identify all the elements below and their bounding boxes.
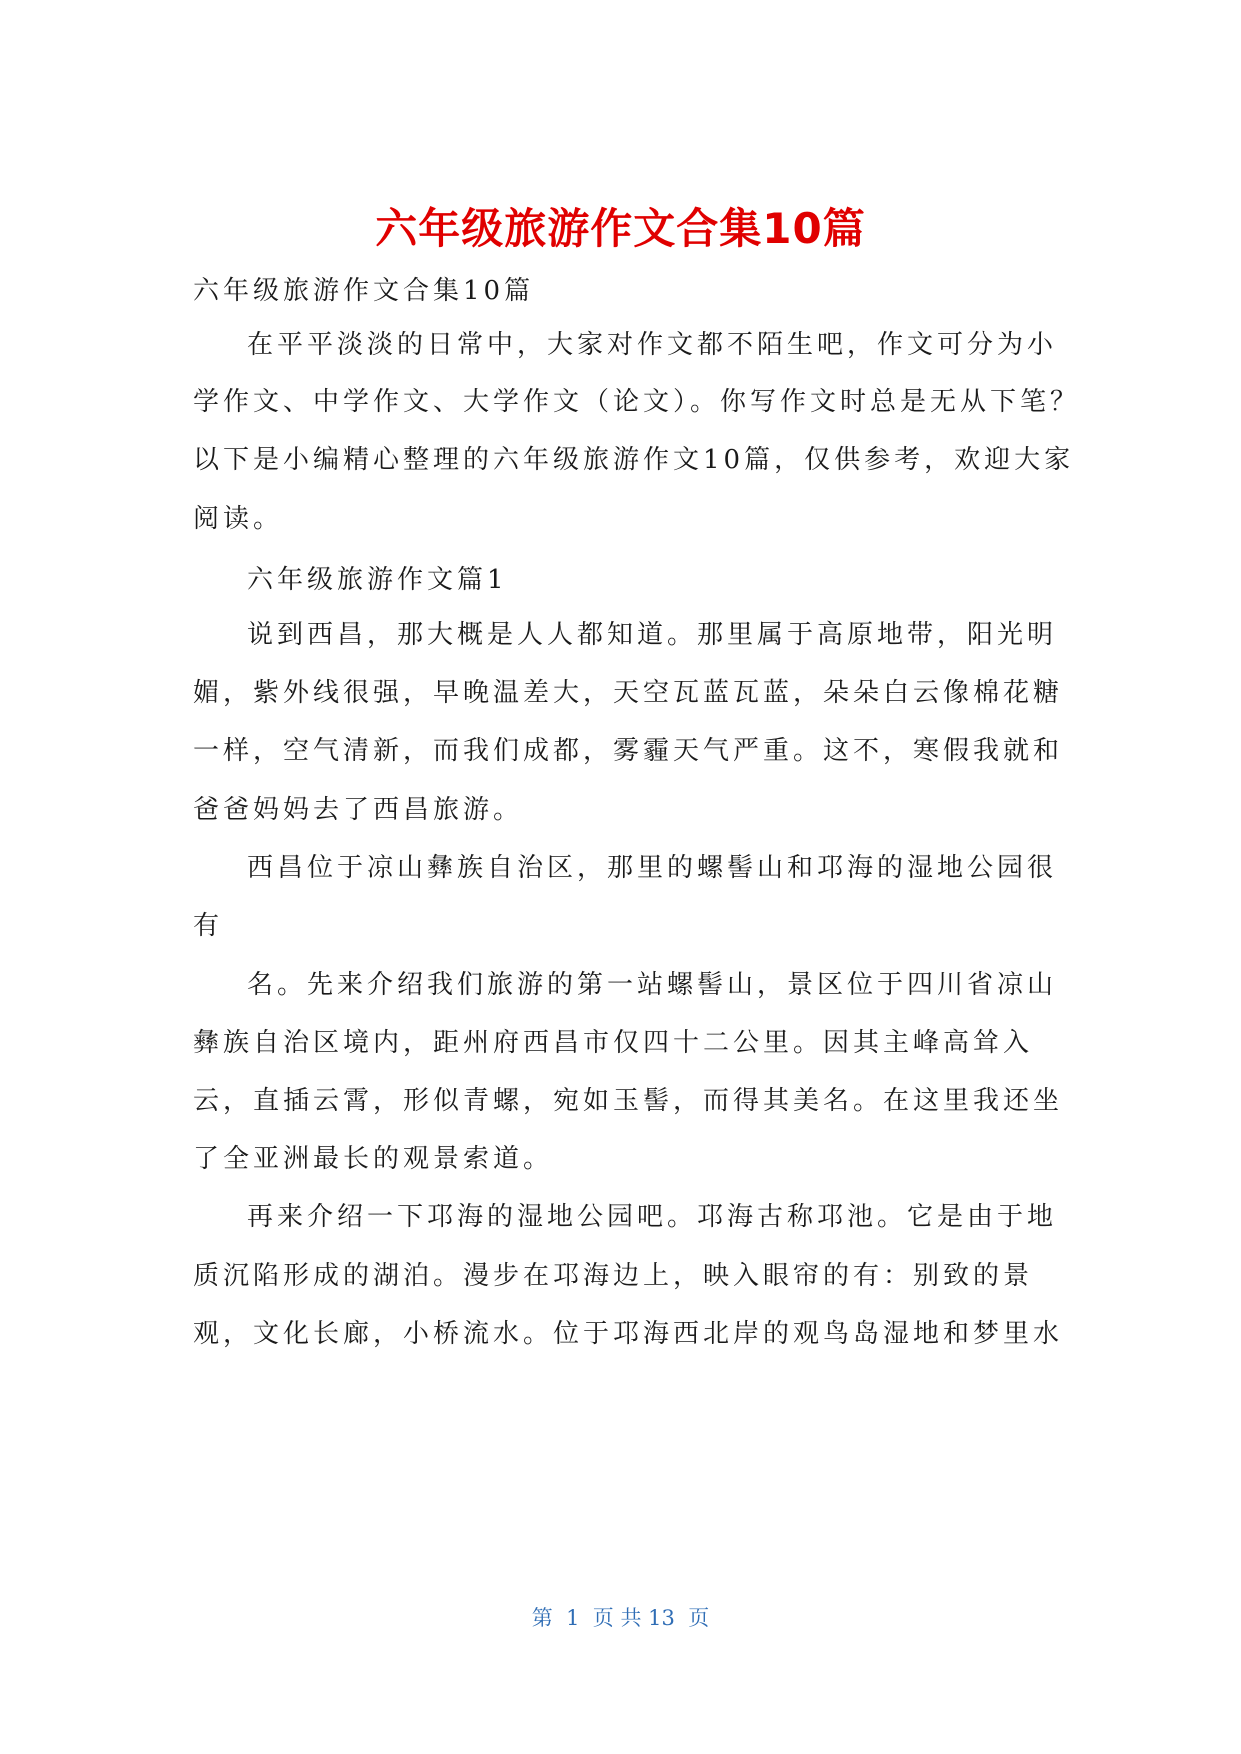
doc-line: 质沉陷形成的湖泊。漫步在邛海边上，映入眼帘的有：别致的景: [193, 1261, 1034, 1291]
doc-line: 说到西昌，那大概是人人都知道。那里属于高原地带，阳光明: [247, 620, 1058, 650]
doc-line: 有: [193, 911, 224, 941]
doc-line: 了全亚洲最长的观景索道。: [193, 1144, 554, 1174]
doc-line: 爸爸妈妈去了西昌旅游。: [193, 795, 524, 825]
doc-line: 观，文化长廊，小桥流水。位于邛海西北岸的观鸟岛湿地和梦里水: [193, 1319, 1064, 1349]
document-title: 六年级旅游作文合集10篇: [375, 204, 866, 253]
doc-line: 媚，紫外线很强，早晚温差大，天空瓦蓝瓦蓝，朵朵白云像棉花糖: [193, 678, 1064, 708]
doc-line: 阅读。: [193, 504, 284, 534]
doc-section-heading: 六年级旅游作文篇1: [247, 565, 508, 595]
doc-line: 在平平淡淡的日常中，大家对作文都不陌生吧，作文可分为小: [247, 330, 1058, 360]
doc-line: 再来介绍一下邛海的湿地公园吧。邛海古称邛池。它是由于地: [247, 1202, 1058, 1232]
doc-line: 以下是小编精心整理的六年级旅游作文10篇，仅供参考，欢迎大家: [193, 445, 1075, 475]
doc-line: 六年级旅游作文合集10篇: [193, 276, 535, 306]
doc-line: 云，直插云霄，形似青螺，宛如玉髻，而得其美名。在这里我还坐: [193, 1086, 1064, 1116]
page-number-footer: 第 1 页 共 13 页: [531, 1606, 710, 1630]
doc-line: 一样，空气清新，而我们成都，雾霾天气严重。这不，寒假我就和: [193, 736, 1064, 766]
doc-line: 学作文、中学作文、大学作文（论文）。你写作文时总是无从下笔？: [193, 387, 1081, 417]
doc-line: 西昌位于凉山彝族自治区，那里的螺髻山和邛海的湿地公园很: [247, 853, 1058, 883]
doc-line: 名。先来介绍我们旅游的第一站螺髻山，景区位于四川省凉山: [247, 970, 1058, 1000]
doc-line: 彝族自治区境内，距州府西昌市仅四十二公里。因其主峰高耸入: [193, 1028, 1034, 1058]
